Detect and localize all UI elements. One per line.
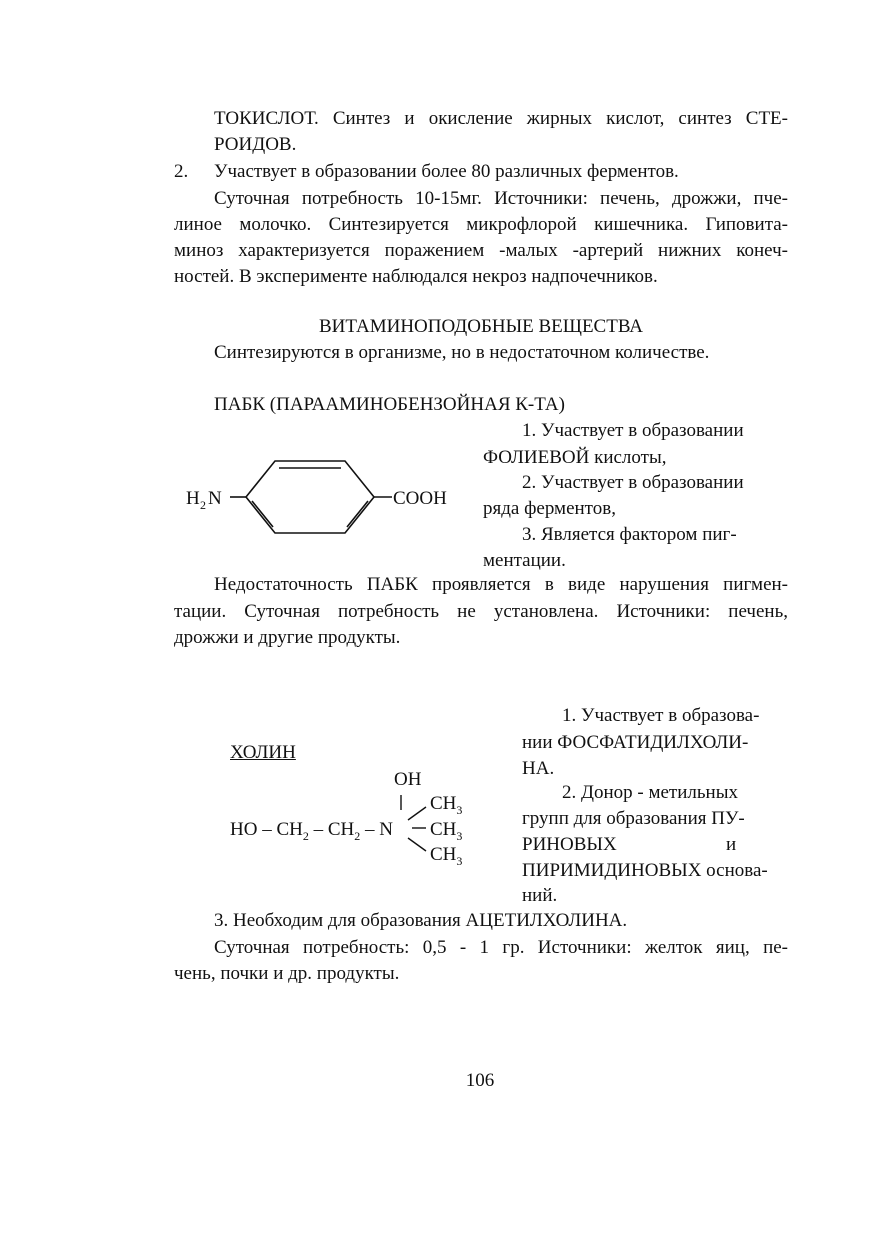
cholin-ch3-upper: $CH_3$ bbox=[430, 793, 463, 817]
pabk-amino-n: N bbox=[208, 488, 222, 509]
text-line: Недостаточность ПАБК проявляется в виде нарушения пигмен- bbox=[214, 574, 788, 595]
text-line: Суточная потребность: 0,5 - 1 гр. Источники: желток яиц, пе- bbox=[214, 937, 788, 958]
text-line: миноз характеризуется поражением -малых -артерий нижних конеч- bbox=[174, 240, 788, 261]
cholin-list-line: 2. Донор - метильных bbox=[562, 782, 738, 803]
text-line: дрожжи и другие продукты. bbox=[174, 627, 401, 648]
cholin-ch3-lower: $CH_3$ bbox=[430, 844, 463, 868]
cholin-main-chain: HO – $CH_2 - CH_2$ – N bbox=[230, 819, 393, 843]
text-line: ТОКИСЛОТ. Синтез и окисление жирных кислот, синтез СТЕ- bbox=[214, 108, 788, 129]
pabk-list-line: 3. Является фактором пиг- bbox=[522, 524, 737, 545]
text-line: чень, почки и др. продукты. bbox=[174, 963, 400, 984]
text-line: линое молочко. Синтезируется микрофлорой кишечника. Гиповита- bbox=[174, 214, 788, 235]
cholin-list-line: групп для образования ПУ- bbox=[522, 808, 745, 829]
cholin-oh: OH bbox=[394, 769, 422, 790]
pabk-structure bbox=[180, 445, 480, 555]
pabk-title: ПАБК (ПАРААМИНОБЕНЗОЙНАЯ К-ТА) bbox=[214, 394, 565, 415]
pabk-carboxyl: COOH bbox=[393, 488, 447, 509]
text-line: РОИДОВ. bbox=[214, 134, 297, 155]
text-line: 3. Необходим для образования АЦЕТИЛХОЛИНА. bbox=[214, 910, 628, 931]
page-number: 106 bbox=[465, 1070, 495, 1091]
cholin-list-line: НА. bbox=[522, 758, 555, 779]
pabk-amino-sub: 2 bbox=[200, 498, 206, 512]
cholin-title: ХОЛИН bbox=[230, 742, 296, 763]
cholin-list-line: нии ФОСФАТИДИЛХОЛИ- bbox=[522, 732, 749, 753]
pabk-amino-h: H bbox=[186, 488, 200, 509]
section-heading: ВИТАМИНОПОДОБНЫЕ ВЕЩЕСТВА bbox=[318, 316, 644, 337]
text-line: Суточная потребность 10-15мг. Источники: печень, дрожжи, пче- bbox=[214, 188, 788, 209]
cholin-list-line: 1. Участвует в образова- bbox=[562, 705, 760, 726]
cholin-ch3-middle: $CH_3$ bbox=[430, 819, 463, 843]
pabk-list-line: 1. Участвует в образовании bbox=[522, 420, 744, 441]
text-line: Участвует в образовании более 80 различных ферментов. bbox=[214, 161, 679, 182]
pabk-list-line: 2. Участвует в образовании bbox=[522, 472, 744, 493]
cholin-structure bbox=[230, 765, 500, 875]
list-number: 2. bbox=[174, 161, 189, 182]
text-line: тации. Суточная потребность не установлена. Источники: печень, bbox=[174, 601, 788, 622]
text-line: Синтезируются в организме, но в недостаточном количестве. bbox=[214, 342, 710, 363]
text-line: ностей. В эксперименте наблюдался некроз надпочечников. bbox=[174, 266, 658, 287]
pabk-list-line: ФОЛИЕВОЙ кислоты, bbox=[483, 447, 667, 468]
pabk-list-line: ментации. bbox=[483, 550, 566, 571]
cholin-list-line: ПИРИМИДИНОВЫХ основа- bbox=[522, 860, 768, 881]
pabk-list-line: ряда ферментов, bbox=[483, 498, 616, 519]
cholin-list-line: ний. bbox=[522, 885, 558, 906]
cholin-list-line: РИНОВЫХ и bbox=[522, 834, 737, 855]
